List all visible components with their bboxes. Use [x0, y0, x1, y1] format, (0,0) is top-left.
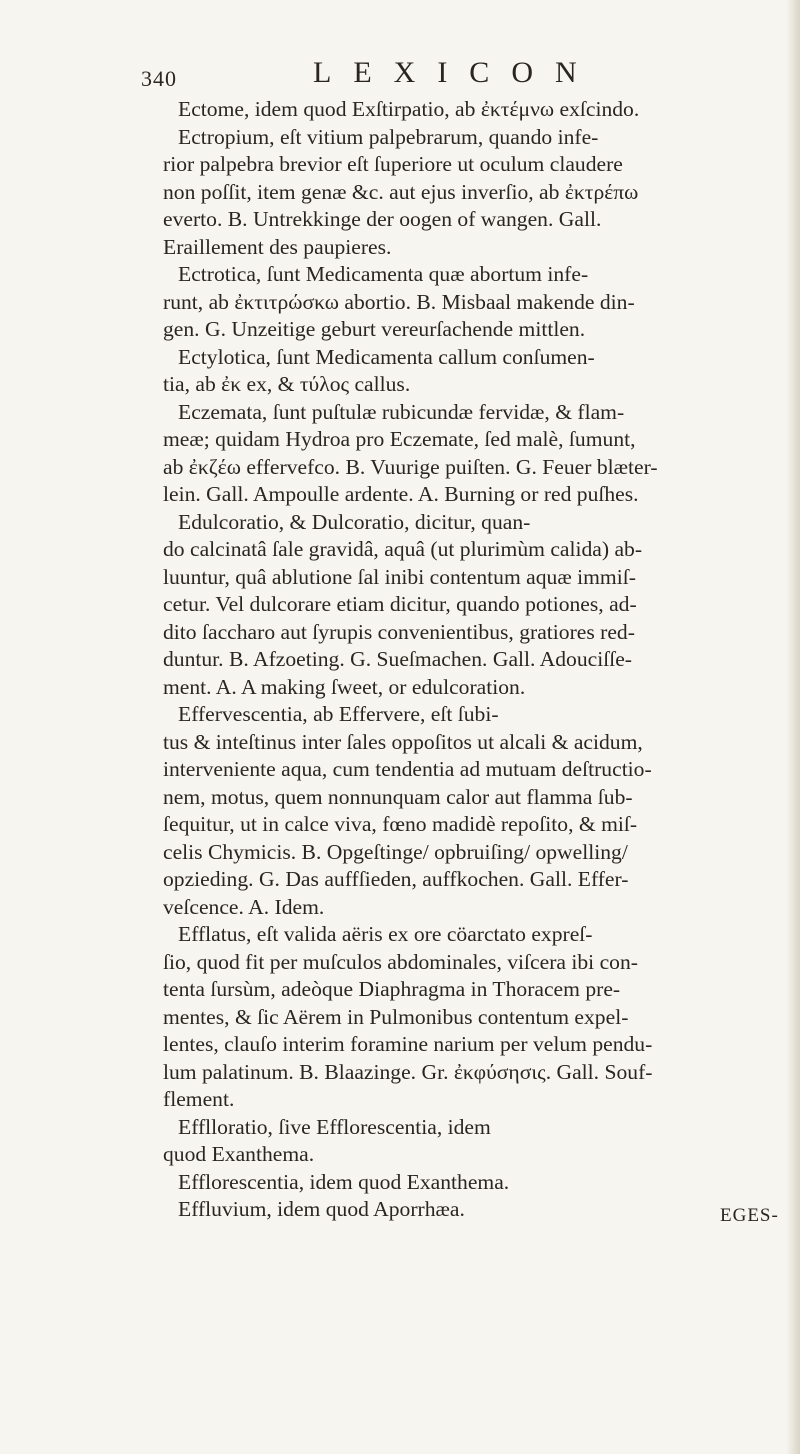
entry-line: interveniente aqua, cum tendentia ad mutuam deſtructio- — [163, 757, 652, 781]
entry-line-start: Ectome, idem quod Exſtirpatio, ab ἐκτέμνω exſcindo. — [178, 97, 640, 121]
entry-line-start: Ectrotica, ſunt Medicamenta quæ abortum infe- — [178, 262, 589, 286]
entry-line: flement. — [163, 1087, 235, 1111]
entry-line: lentes, clauſo interim foramine narium per velum pendu- — [163, 1032, 653, 1056]
entry-line: duntur. B. Afzoeting. G. Sueſmachen. Gall. Adouciſſe- — [163, 647, 632, 671]
entry-line: ſio, quod fit per muſculos abdominales, viſcera ibi con- — [163, 949, 638, 974]
page-number: 340 — [141, 66, 177, 91]
entry-line: meæ; quidam Hydroa pro Eczemate, ſed malè, ſumunt, — [163, 427, 636, 451]
entry-line: nem, motus, quem nonnunquam calor aut flamma ſub- — [163, 784, 633, 809]
entry-line: dito ſaccharo aut ſyrupis convenientibus, gratiores red- — [163, 619, 635, 644]
entry-line: gen. G. Unzeitige geburt vereurſachende mittlen. — [163, 317, 586, 341]
entry-line: non poſſit, item genæ &c. aut ejus inverſio, ab ἐκτρέπω — [163, 179, 639, 204]
entry-line: opzieding. G. Das auffſieden, auffkochen. Gall. Effer- — [163, 867, 629, 891]
entry-line-start: Edulcoratio, & Dulcoratio, dicitur, quan- — [178, 509, 531, 534]
entry-line-start: Effervescentia, ab Effervere, eſt ſubi- — [178, 702, 499, 726]
entry-line: celis Chymicis. B. Opgeſtinge/ opbruiſing/ opwelling/ — [163, 839, 628, 864]
entry-line: luuntur, quâ ablutione ſal inibi contentum aquæ immiſ- — [163, 564, 636, 589]
entry-line-start: Efflatus, eſt valida aëris ex ore cöarctato expreſ- — [178, 922, 593, 946]
entry-line: do calcinatâ ſale gravidâ, aquâ (ut plurimùm calida) ab- — [163, 537, 643, 561]
catchword: EGES- — [720, 1205, 779, 1226]
entry-line-start: Ectropium, eſt vitium palpebrarum, quando infe- — [178, 124, 599, 149]
entry-line: ſequitur, ut in calce viva, fœno madidè repoſito, & miſ- — [163, 812, 638, 836]
entry-line: veſcence. A. Idem. — [163, 894, 325, 919]
entry-line-start: Effluvium, idem quod Aporrhæa. — [178, 1197, 465, 1221]
running-head: LEXICON — [313, 56, 599, 89]
entry-line-start: Efflloratio, ſive Efflorescentia, idem — [178, 1114, 491, 1139]
entry-line: mentes, & ſic Aërem in Pulmonibus contentum expel- — [163, 1004, 629, 1029]
entry-line: tia, ab ἐκ ex, & τύλος callus. — [163, 372, 411, 396]
entry-line: rior palpebra brevior eſt ſuperiore ut oculum claudere — [163, 152, 623, 176]
page-header — [141, 56, 701, 96]
entry-line-start: Efflorescentia, idem quod Exanthema. — [178, 1169, 510, 1194]
entry-line: everto. B. Untrekkinge der oogen of wangen. Gall. — [163, 207, 602, 231]
entry-line: ment. A. A making ſweet, or edulcoration. — [163, 674, 526, 699]
entry-line: quod Exanthema. — [163, 1142, 315, 1166]
entry-line: tenta ſursùm, adeòque Diaphragma in Thoracem pre- — [163, 977, 621, 1001]
entry-line-start: Ectylotica, ſunt Medicamenta callum conſumen- — [178, 344, 595, 369]
entry-line: runt, ab ἐκτιτρώσκω abortio. B. Misbaal makende din- — [163, 289, 635, 314]
entry-line: Eraillement des paupieres. — [163, 234, 392, 259]
dictionary-entries — [163, 96, 793, 1224]
entry-line: tus & inteſtinus inter ſales oppoſitos ut alcali & acidum, — [163, 729, 643, 754]
entry-line-start: Eczemata, ſunt puſtulæ rubicundæ fervidæ, & flam- — [178, 399, 625, 424]
entry-line: cetur. Vel dulcorare etiam dicitur, quando potiones, ad- — [163, 592, 637, 616]
entry-line: ab ἐκζέω effervefco. B. Vuurige puiſten. G. Feuer blæter- — [163, 454, 658, 479]
entry-line: lein. Gall. Ampoulle ardente. A. Burning or red puſhes. — [163, 482, 639, 506]
entry-line: lum palatinum. B. Blaazinge. Gr. ἐκφύσησις. Gall. Souf- — [163, 1059, 653, 1084]
